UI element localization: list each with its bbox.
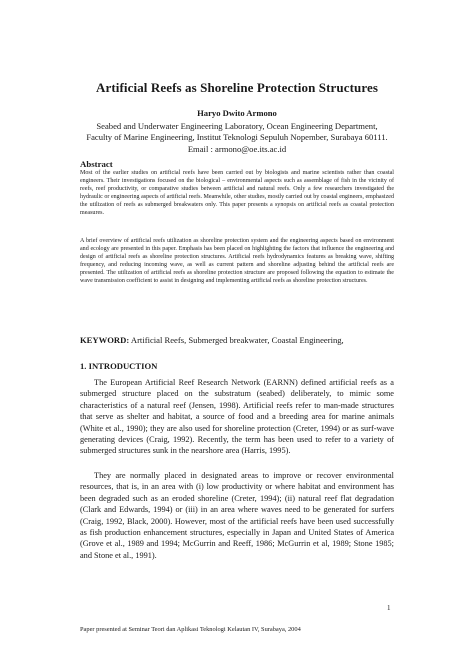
page-number: 1 xyxy=(387,604,391,612)
affiliation-line: Seabed and Underwater Engineering Laboratory, Ocean Engineering Department, xyxy=(96,121,378,131)
section-heading: 1. INTRODUCTION xyxy=(80,361,158,371)
affiliation-line: Faculty of Marine Engineering, Institut Teknologi Sepuluh Nopember, Surabaya 60111. xyxy=(86,132,388,143)
keyword-label: KEYWORD: xyxy=(80,335,130,345)
body-paragraph: They are normally placed in designated areas to improve or recover environmental resources, that is, in an area with (i) low productivity or where habitat and environment has been degraded such as an eroded shoreline (Creter, 1994); (ii) natural reef flat degradation (Clark and Edwards, 1994) or (iii) in an area where waves need to be generated for surfers (Craig, 1992, Black, 2000). However, most of the artificial reefs have been used successfully as fish production enhancement structures, especially in Japan and United States of America (Grove et al., 1989 and 1994; McGurrin and Reeff, 1986; McGurrin et al, 1989; Stone 1985; and Stone et al., 1991). xyxy=(80,471,394,560)
keyword-list: Artificial Reefs, Submerged breakwater, Coastal Engineering, xyxy=(129,335,344,345)
page-footer: Paper presented at Seminar Teori dan Aplikasi Teknologi Kelautan IV, Surabaya, 2004 xyxy=(80,626,301,633)
abstract-paragraph: A brief overview of artificial reefs utilization as shoreline protection system and the engineering aspects based on environment and ecology are presented in this paper. Emphasis has been placed on highlighting the factors that influence the engineering and design of artificial reefs as shoreline protection structures. Artificial reefs hydrodynamics features as breaking wave, shifting frequency, and reducing incoming wave, as well as current pattern and shoreline adjusting behind the artificial reefs are presented. The utilization of artificial reefs as shoreline protection structure are proposed following the equation to estimate the wave transmission coefficient to assist in designing and implementing artificial reefs as shoreline protection structures. xyxy=(80,238,394,284)
paper-title: Artificial Reefs as Shoreline Protection Structures xyxy=(95,80,379,95)
author-name: Haryo Dwito Armono xyxy=(197,108,277,118)
author-email: Email : armono@oe.its.ac.id xyxy=(187,143,287,154)
abstract-heading: Abstract xyxy=(80,159,113,169)
keywords xyxy=(80,335,410,345)
author-affiliation xyxy=(60,121,414,155)
abstract-paragraph: Most of the earlier studies on artificial reefs have been carried out by biologists and marine scientists rather than coastal engineers. Their investigations focused on the biological – environmental aspects such as assemblage of fish in the vicinity of reefs, reef productivity, or comparative studies between artificial and natural reefs. Only a few researchers investigated the hydraulic or engineering aspects of artificial reefs. Meanwhile, other studies, mostly carried out by coastal engineers, emphasized the utilization of reefs as submerged breakwaters only. This paper presents a synopsis on artificial reefs as coastal protection measures. xyxy=(80,170,394,216)
body-paragraph: The European Artificial Reef Research Network (EARNN) defined artificial reefs as a submerged structure placed on the substratum (seabed) deliberately, to mimic some characteristics of a natural reef (Jensen, 1998). Artificial reefs refer to man-made structures that serve as shelter and habitat, a source of food and a breeding area for marine animals (White et al., 1990); they are also used for shoreline protection (Creter, 1994) or as surf-wave generating devices (Craig, 1992). Recently, the term has been used to refer to a variety of submerged structures sunk in the nearshore area (Harris, 1995). xyxy=(80,378,394,456)
